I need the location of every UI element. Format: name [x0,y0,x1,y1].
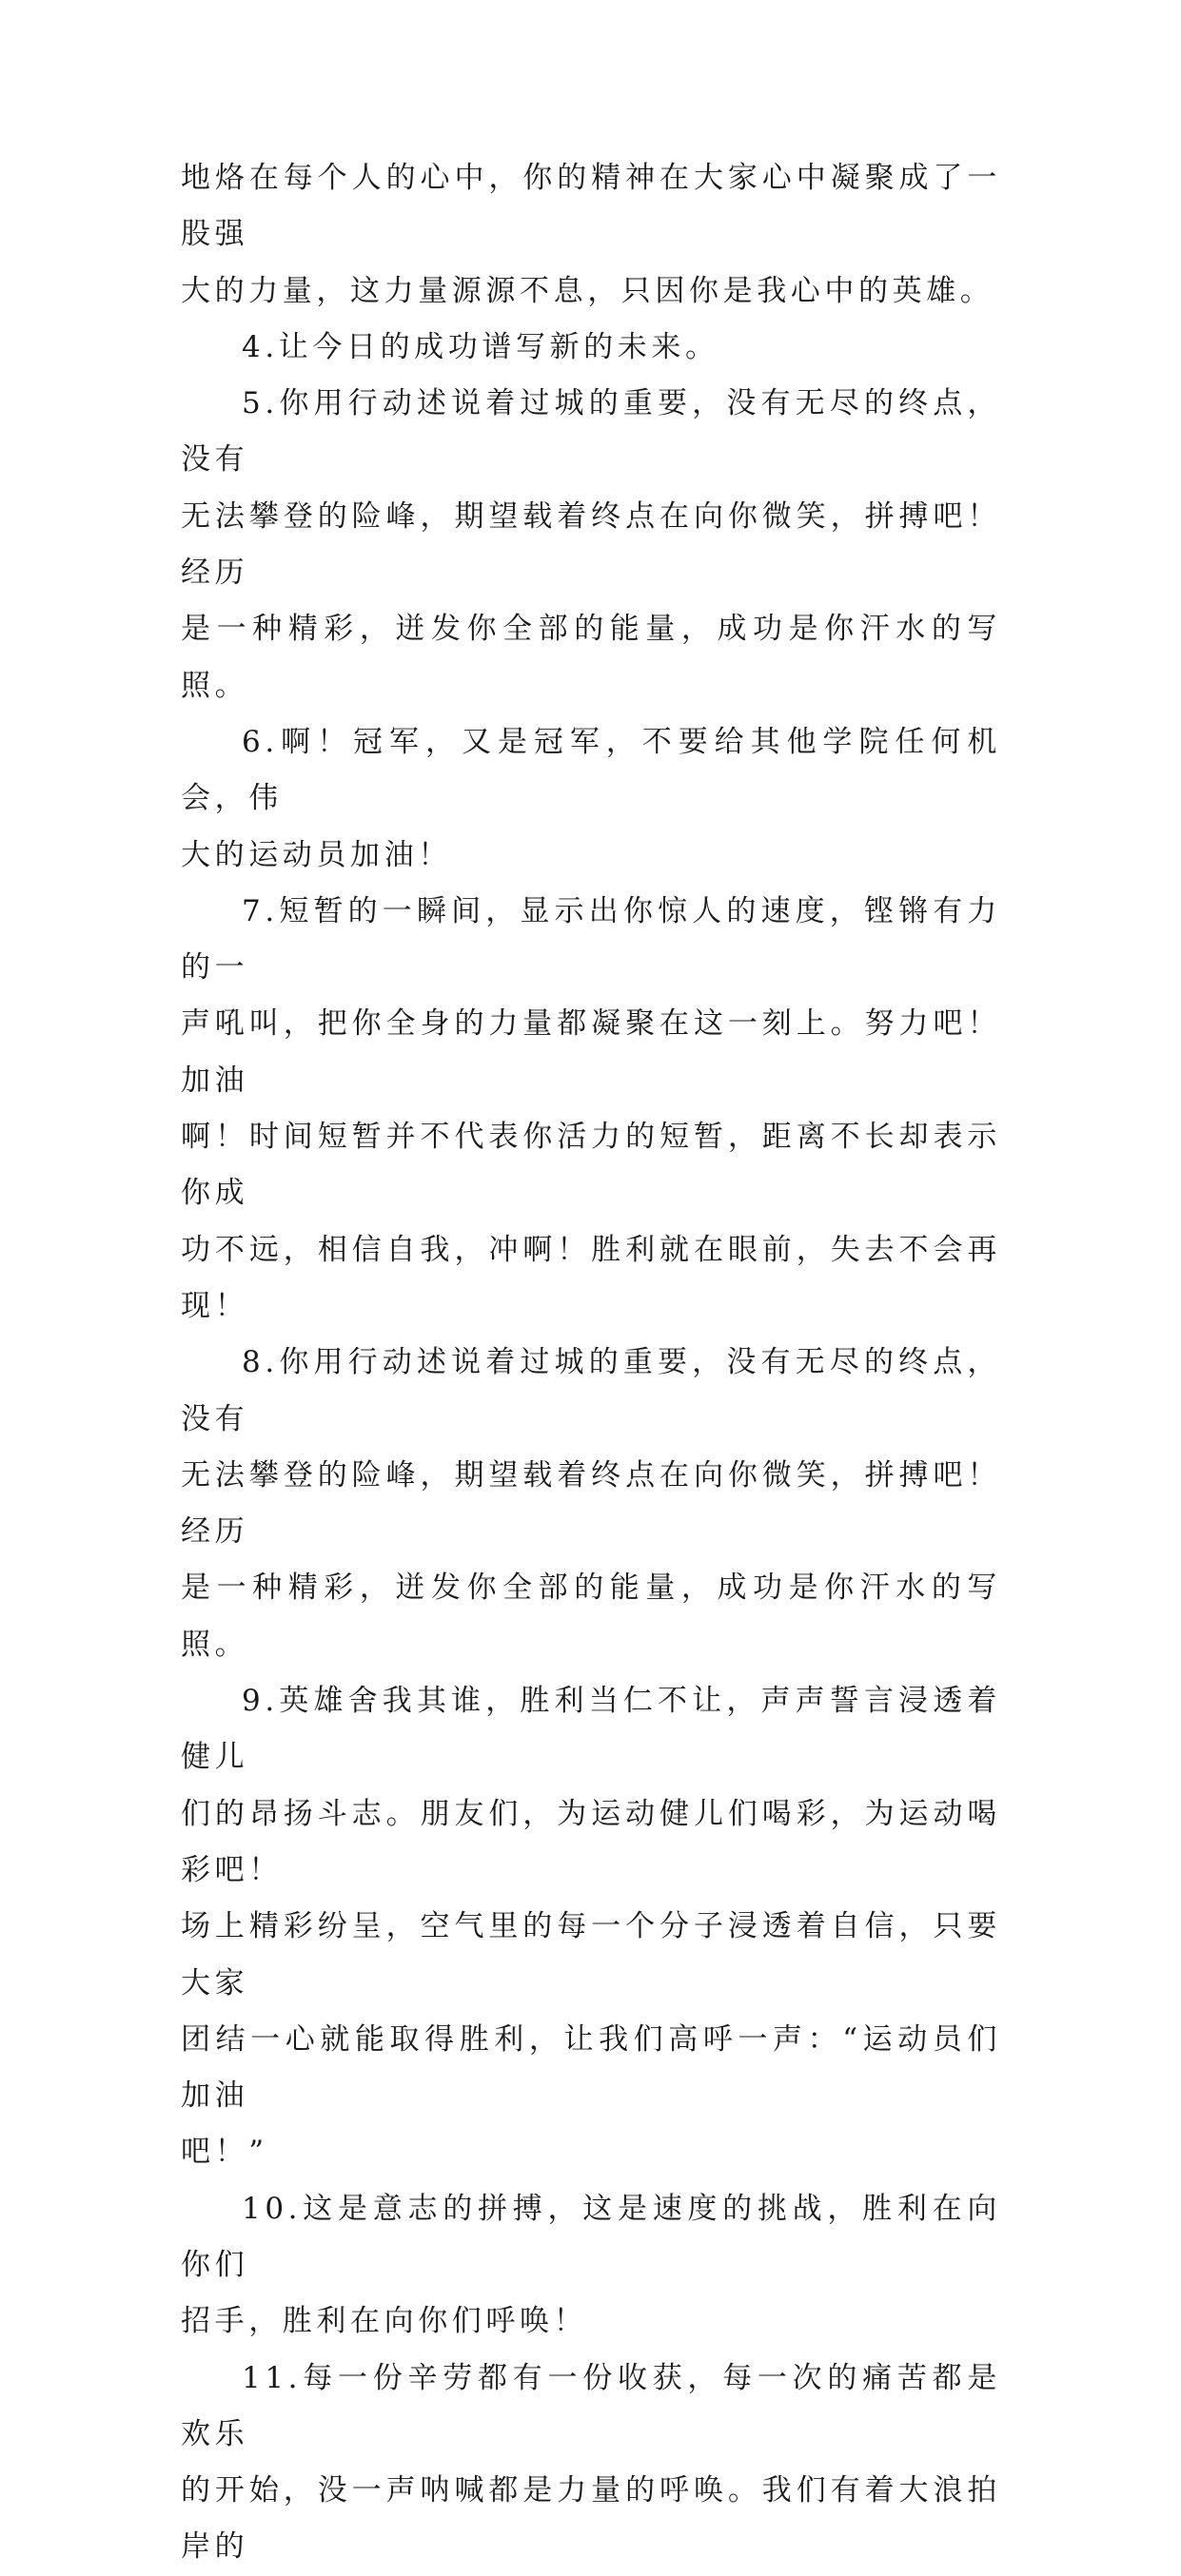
document-body [181,150,1001,2576]
paragraph-item-5: 5.你用行动述说着过城的重要，没有无尽的终点，没有 无法攀登的险峰，期望载着终点在向你微笑，拼搏吧！经历 是一种精彩，迸发你全部的能量，成功是你汗水的写照。 [181,386,1001,703]
paragraph-item-11: 11.每一份辛劳都有一份收获，每一次的痛苦都是欢乐 的开始，没一声呐喊都是力量的呼唤。我们有着大浪拍岸的 [181,2360,1001,2565]
paragraph-item-4: 4.让今日的成功谱写新的未来。 [242,329,719,364]
paragraph-item-10: 10.这是意志的拼搏，这是速度的挑战，胜利在向你们 招手，胜利在向你们呼唤！ [181,2191,1001,2339]
paragraph-item-6: 6.啊！冠军，又是冠军，不要给其他学院任何机会，伟 大的运动员加油！ [181,724,1001,872]
paragraph-item-9: 9.英雄舍我其谁，胜利当仁不让，声声誓言浸透着健儿 们的昂扬斗志。朋友们，为运动健儿们喝彩，为运动喝彩吧！ 场上精彩纷呈，空气里的每一个分子浸透着自信，只要大家 团结一心就能取得胜利，让我们高呼一声：“运动员们加油 吧！” [181,1684,1001,2170]
paragraph-item-8: 8.你用行动述说着过城的重要，没有无尽的终点，没有 无法攀登的险峰，期望载着终点在向你微笑，拼搏吧！经历 是一种精彩，迸发你全部的能量，成功是你汗水的写照。 [181,1345,1001,1662]
paragraph-continuation: 地烙在每个人的心中，你的精神在大家心中凝聚成了一股强 大的力量，这力量源源不息，只因你是我心中的英雄。 [181,161,1001,308]
paragraph-item-7: 7.短暂的一瞬间，显示出你惊人的速度，铿锵有力的一 声吼叫，把你全身的力量都凝聚在这一刻上。努力吧！加油 啊！时间短暂并不代表你活力的短暂，距离不长却表示你成 功不远，相信自我，冲啊！胜利就在眼前，失去不会再现！ [181,893,1001,1323]
